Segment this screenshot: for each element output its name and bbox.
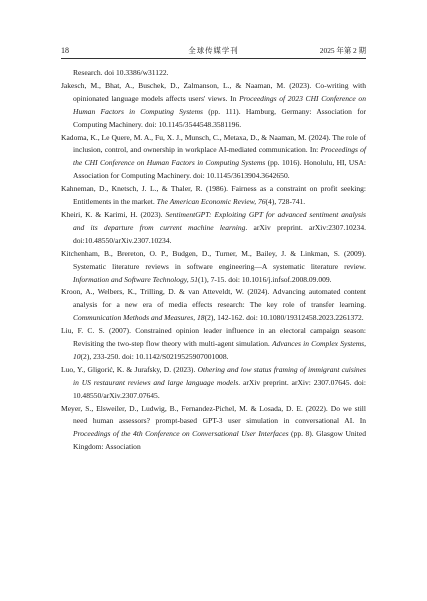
reference-continuation: [61, 67, 366, 80]
reference-entry: [61, 403, 366, 455]
journal-title: 全球传媒学刊: [188, 46, 239, 55]
reference-details: (pp. 1016). Honolulu, HI, USA: Association for Computing Machinery. doi: 10.1145/3613904.3642650.: [73, 158, 366, 181]
reference-list: [61, 67, 366, 454]
reference-details: (1), 7-15. doi: 10.1016/j.infsof.2008.09.009.: [198, 274, 332, 284]
reference-source-title: The American Economic Review, 76: [156, 197, 266, 207]
reference-entry: [61, 132, 366, 184]
reference-text: Liu, F. C. S. (2007). Constrained opinion leader influence in an electoral campaign season: Revisiting the two-step flow theory with multi-agent simulation.: [61, 326, 366, 349]
reference-details: (pp. 8). Glasgow United Kingdom: Association: [73, 429, 366, 452]
reference-source-title: Information and Software Technology, 51: [73, 274, 199, 284]
page-number: 18: [61, 46, 69, 55]
reference-details: . arXiv preprint. arXiv: 2307.07645. doi: 10.48550/arXiv.2307.07645.: [73, 377, 366, 400]
reference-text: Luo, Y., Gligorić, K. & Jurafsky, D. (2023).: [61, 364, 198, 374]
reference-details: (pp. 111). Hamburg, Germany: Association for Computing Machinery. doi: 10.1145/3544548.3581196.: [73, 106, 366, 129]
reference-entry: [61, 183, 366, 209]
reference-text: Kroon, A., Welbers, K., Trilling, D. & van Atteveldt, W. (2024). Advancing automated content analysis for a new era of media effects research: The key role of transfer learning.: [61, 287, 366, 310]
running-header: [61, 44, 366, 59]
reference-details: . arXiv preprint. arXiv:2307.10234. doi:10.48550/arXiv.2307.10234.: [73, 222, 366, 245]
reference-source-title: Othering and low status framing of immigrant cuisines in US restaurant reviews and large language models: [73, 364, 366, 387]
reference-details: (2), 142-162. doi: 10.1080/19312458.2023.2261372.: [204, 313, 364, 323]
reference-source-title: Proceedings of the 4th Conference on Conversational User Interfaces: [73, 429, 289, 439]
reference-source-title: Advances in Complex Systems, 10: [73, 339, 367, 361]
reference-details: (4), 728-741.: [265, 197, 306, 207]
reference-text: Kitchenham, B., Brereton, O. P., Budgen, D., Turner, M., Bailey, J. & Linkman, S. (2009). Systematic literature reviews in software engineering—A systematic literature review.: [61, 248, 366, 271]
reference-text: Research. doi 10.3386/w31122.: [73, 68, 169, 77]
reference-source-title: Proceedings of the CHI Conference on Human Factors in Computing Systems: [73, 145, 367, 168]
reference-entry: [61, 80, 366, 132]
reference-text: Kahneman, D., Knetsch, J. L., & Thaler, R. (1986). Fairness as a constraint on profit seeking: Entitlements in the market.: [61, 184, 366, 207]
reference-source-title: SentimentGPT: Exploiting GPT for advanced sentiment analysis and its departure from current machine learning: [73, 209, 366, 232]
reference-entry: [61, 286, 366, 325]
reference-text: Meyer, S., Elsweiler, D., Ludwig, B., Fernandez-Pichel, M. & Losada, D. E. (2022). Do we still need human assessors? prompt-based GPT-3 user simulation in conversational AI. In: [61, 403, 366, 426]
reference-entry: [61, 364, 366, 403]
reference-details: (2), 233-250. doi: 10.1142/S0219525907001008.: [80, 351, 229, 361]
reference-entry: [61, 209, 366, 248]
reference-source-title: Proceedings of 2023 CHI Conference on Human Factors in Computing Systems: [73, 93, 366, 116]
reference-source-title: Communication Methods and Measures, 18: [73, 313, 205, 323]
reference-entry: [61, 248, 366, 287]
issue-label: 2025 年第 2 期: [319, 46, 366, 55]
reference-text: Kadoma, K., Le Quere, M. A., Fu, X. J., Munsch, C., Metaxa, D., & Naaman, M. (2024). The role of inclusion, control, and ownership in workplace AI-mediated communication. In:: [61, 132, 366, 155]
reference-entry: [61, 325, 366, 364]
reference-text: Jakesch, M., Bhat, A., Buschek, D., Zalmanson, L., & Naaman, M. (2023). Co-writing with opinionated language models affects users' views. In: [61, 80, 366, 103]
reference-text: Kheiri, K. & Karimi, H. (2023).: [61, 209, 166, 219]
